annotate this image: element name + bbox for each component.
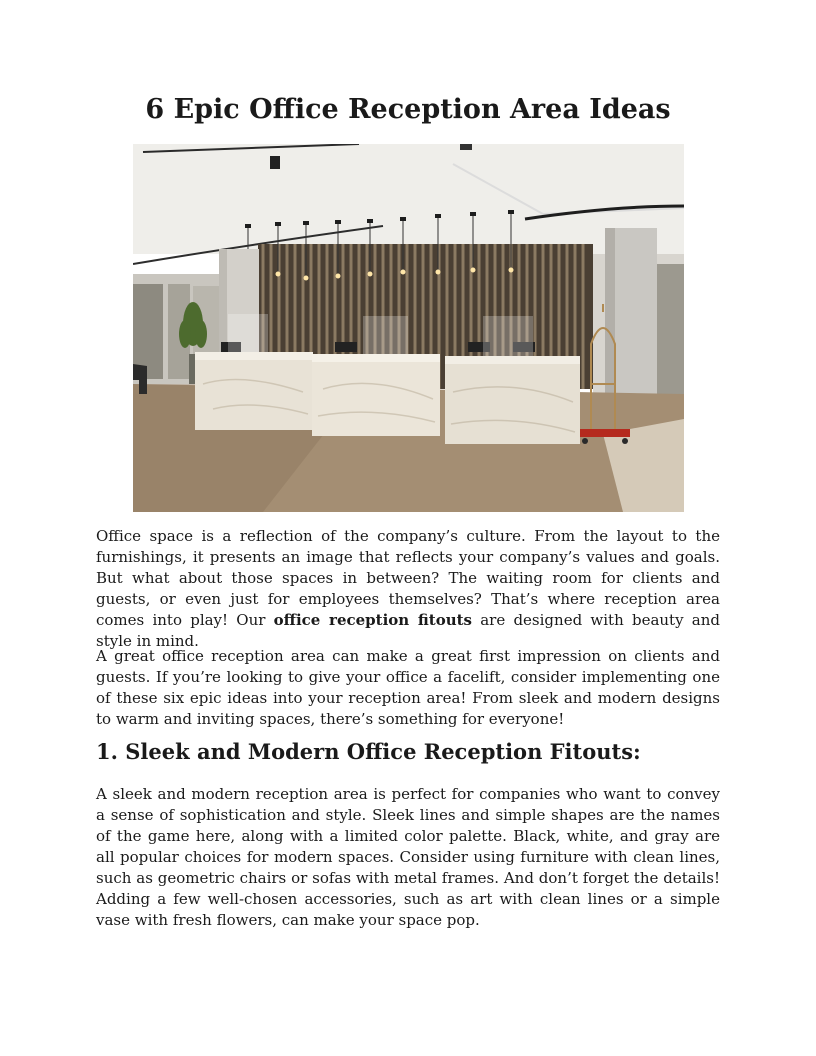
section-heading: 1. Sleek and Modern Office Reception Fitouts: [96, 739, 641, 764]
ceiling [133, 144, 684, 254]
intro-text-end: are designed with beauty and style in mind. [96, 611, 720, 650]
section-paragraph: A sleek and modern reception area is perfect for companies who want to convey a sense of sophistication and style. Sleek lines and simple shapes are the names of the game here, along with a limited color palette. Black, white, and gray are all popular choices for modern spaces. Consider using furniture with clean lines, such as geometric chairs or sofas with metal frames. And don’t forget the details! Adding a few well-chosen accessories, such as art with clean lines or a simple vase with fresh flowers, can make your space pop. [96, 785, 720, 929]
intro-text: Office space is a reflection of the company’s culture. From the layout to the furnishings, it presents an image that reflects your company’s values and goals. But what about those spaces in between? The waiting room for clients and guests, or even just for employees themselves? That’s where reception area comes into play! Our [96, 527, 720, 629]
reception-desk-right [445, 356, 580, 444]
reception-desk-center [312, 354, 440, 436]
reception-desk-left [195, 352, 313, 430]
reception-photo [133, 144, 684, 512]
fitouts-link-text: office reception fitouts [273, 611, 472, 629]
second-paragraph: A great office reception area can make a great first impression on clients and guests. If you’re looking to give your office a facelift, consider implementing one of these six epic ideas into your reception area! From sleek and modern designs to warm and inviting spaces, there’s something for everyone! [96, 647, 720, 728]
page-title: 6 Epic Office Reception Area Ideas [145, 94, 671, 125]
intro-paragraph [96, 526, 720, 652]
